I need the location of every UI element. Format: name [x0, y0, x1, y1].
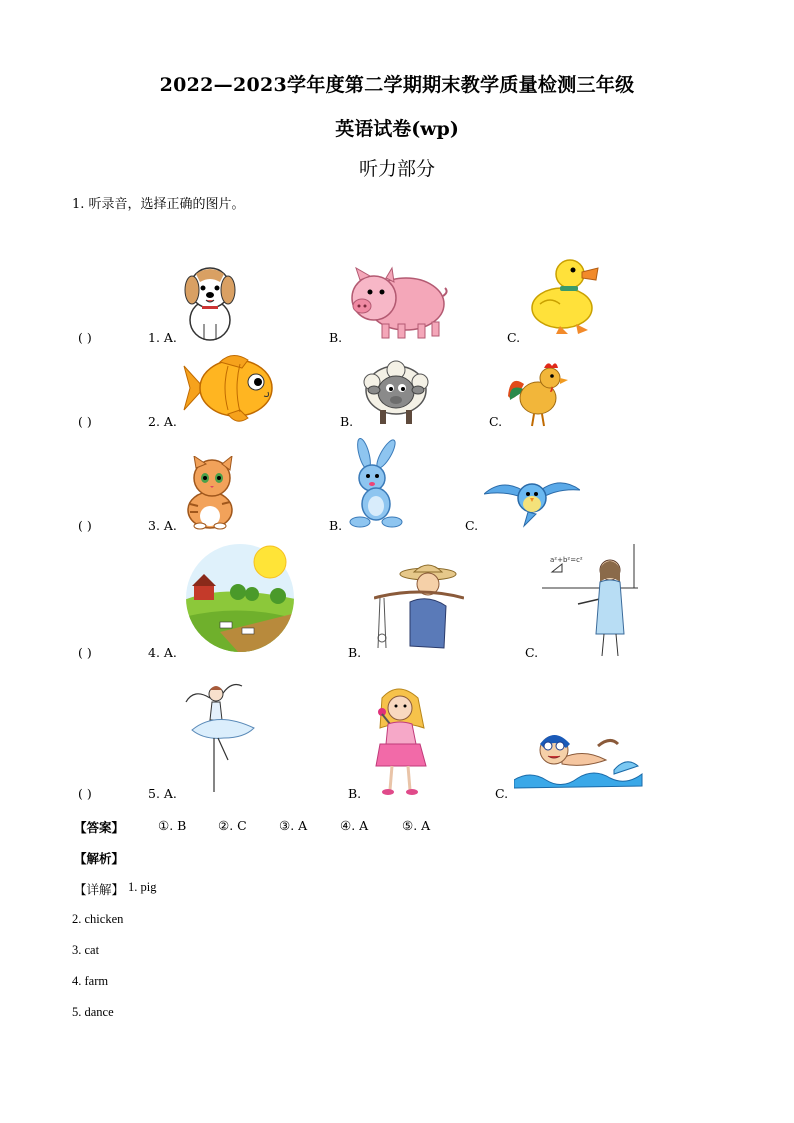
option-c-label: C.	[489, 414, 503, 429]
option-c-label: C.	[495, 786, 509, 801]
answer-label: 【答案】	[74, 820, 125, 835]
answer-paren: ( )	[78, 645, 92, 660]
teacher-icon	[542, 544, 638, 658]
fish-icon	[182, 352, 276, 426]
farm-icon	[180, 542, 300, 654]
swimmer-icon	[514, 726, 644, 790]
question-prompt: 1. 听录音，选择正确的图片。	[72, 197, 245, 212]
cat-icon	[180, 456, 242, 530]
svg-text:a²+b²=c²: a²+b²=c²	[550, 556, 583, 564]
analysis-label: 【解析】	[74, 851, 125, 866]
detail-line: 2. chicken	[72, 912, 124, 926]
page-title: 2022—2023学年度第二学期期末教学质量检测三年级	[159, 74, 635, 96]
option-b-label: B.	[348, 786, 362, 801]
option-b-label: B.	[348, 645, 362, 660]
option-a-label: 1. A.	[148, 330, 177, 345]
option-c-label: C.	[507, 330, 521, 345]
answer-item: ②. C	[218, 818, 247, 833]
detail-line: 3. cat	[72, 943, 100, 957]
option-c-label: C.	[525, 645, 539, 660]
option-a-label: 4. A.	[148, 645, 177, 660]
answer-paren: ( )	[78, 518, 92, 533]
bird-icon	[484, 466, 580, 528]
answer-paren: ( )	[78, 330, 92, 345]
section-title: 听力部分	[358, 158, 435, 180]
answer-item: ④. A	[340, 818, 369, 833]
option-a-label: 5. A.	[148, 786, 177, 801]
sheep-icon	[362, 360, 430, 426]
option-b-label: B.	[340, 414, 354, 429]
answer-paren: ( )	[78, 414, 92, 429]
pig-icon	[346, 266, 450, 340]
option-a-label: 2. A.	[148, 414, 177, 429]
answer-item: ①. B	[158, 818, 187, 833]
farmer-icon	[374, 558, 464, 654]
answer-item: ⑤. A	[402, 818, 431, 833]
dog-icon	[178, 262, 242, 342]
chicken-icon	[506, 360, 568, 428]
ballet-dancer-icon	[184, 680, 262, 794]
detail-line: 5. dance	[72, 1005, 114, 1019]
answer-item: ③. A	[279, 818, 308, 833]
singer-icon	[360, 684, 440, 796]
page-subtitle: 英语试卷(wp)	[335, 118, 459, 140]
duck-icon	[526, 254, 600, 336]
rabbit-icon	[346, 438, 412, 530]
answer-paren: ( )	[78, 786, 92, 801]
option-b-label: B.	[329, 330, 343, 345]
option-c-label: C.	[465, 518, 479, 533]
detail-line: 1. pig	[128, 880, 157, 894]
detail-label: 【详解】	[74, 882, 125, 897]
option-a-label: 3. A.	[148, 518, 177, 533]
detail-line: 4. farm	[72, 974, 109, 988]
option-b-label: B.	[329, 518, 343, 533]
